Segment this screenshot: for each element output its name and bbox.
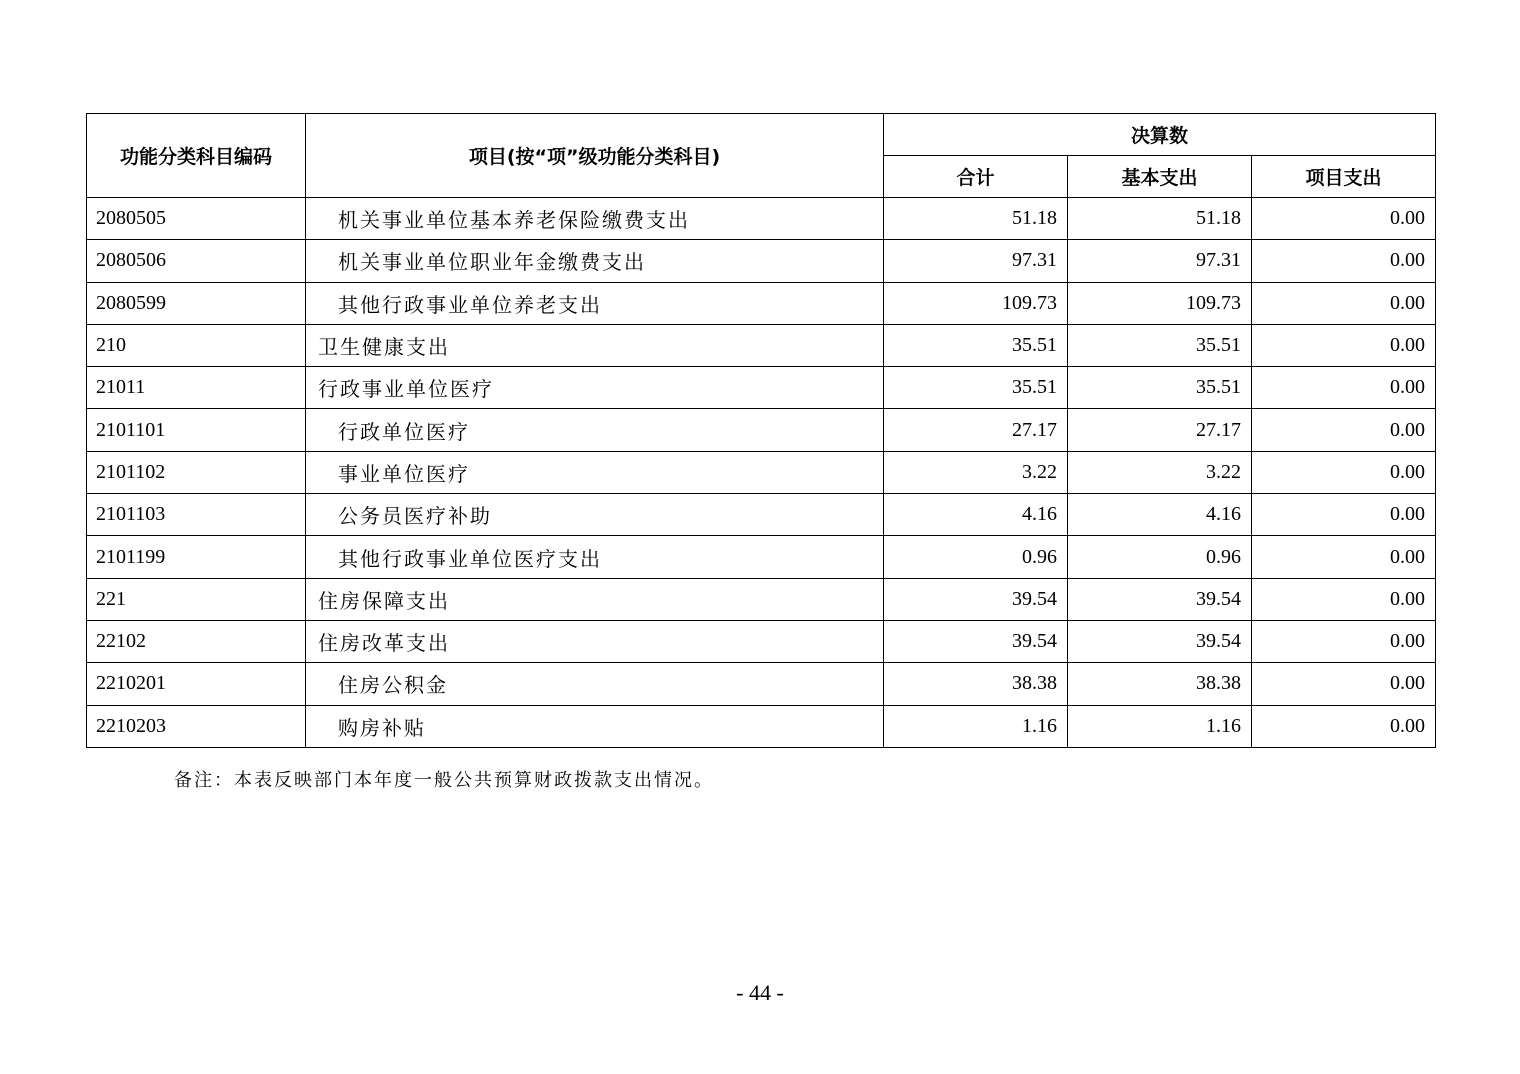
- row-project-expenditure: 0.00: [1252, 367, 1436, 409]
- row-project-expenditure: 0.00: [1252, 494, 1436, 536]
- row-total: 38.38: [884, 663, 1068, 705]
- row-code: 2101101: [87, 409, 306, 451]
- row-project-expenditure: 0.00: [1252, 198, 1436, 240]
- row-project-expenditure: 0.00: [1252, 578, 1436, 620]
- row-basic-expenditure: 27.17: [1068, 409, 1252, 451]
- row-item-name: 住房保障支出: [306, 578, 884, 620]
- row-total: 97.31: [884, 240, 1068, 282]
- row-code: 2080505: [87, 198, 306, 240]
- row-code: 210: [87, 324, 306, 366]
- row-basic-expenditure: 38.38: [1068, 663, 1252, 705]
- row-project-expenditure: 0.00: [1252, 705, 1436, 747]
- row-code: 2210203: [87, 705, 306, 747]
- row-basic-expenditure: 39.54: [1068, 578, 1252, 620]
- table-header: [87, 114, 1436, 198]
- row-code: 2101102: [87, 451, 306, 493]
- table-row: [87, 705, 1436, 747]
- table-row: [87, 663, 1436, 705]
- header-project-expenditure: 项目支出: [1252, 156, 1436, 198]
- row-item-name: 住房改革支出: [306, 620, 884, 662]
- header-basic-expenditure: 基本支出: [1068, 156, 1252, 198]
- row-total: 51.18: [884, 198, 1068, 240]
- row-code: 2101199: [87, 536, 306, 578]
- row-basic-expenditure: 39.54: [1068, 620, 1252, 662]
- header-total: 合计: [884, 156, 1068, 198]
- table-row: [87, 494, 1436, 536]
- row-project-expenditure: 0.00: [1252, 536, 1436, 578]
- row-project-expenditure: 0.00: [1252, 282, 1436, 324]
- row-total: 1.16: [884, 705, 1068, 747]
- row-item-name: 其他行政事业单位医疗支出: [306, 536, 884, 578]
- row-code: 21011: [87, 367, 306, 409]
- row-total: 0.96: [884, 536, 1068, 578]
- row-total: 27.17: [884, 409, 1068, 451]
- row-code: 2080506: [87, 240, 306, 282]
- row-item-name: 机关事业单位基本养老保险缴费支出: [306, 198, 884, 240]
- budget-table: [86, 113, 1436, 748]
- header-row-top: [87, 114, 1436, 156]
- page-number: - 44 -: [736, 980, 784, 1005]
- row-code: 2210201: [87, 663, 306, 705]
- row-basic-expenditure: 97.31: [1068, 240, 1252, 282]
- table-row: [87, 198, 1436, 240]
- table-row: [87, 367, 1436, 409]
- row-project-expenditure: 0.00: [1252, 324, 1436, 366]
- header-item: 项目(按“项”级功能分类科目): [306, 114, 884, 198]
- row-total: 39.54: [884, 620, 1068, 662]
- row-basic-expenditure: 4.16: [1068, 494, 1252, 536]
- row-basic-expenditure: 35.51: [1068, 324, 1252, 366]
- row-total: 4.16: [884, 494, 1068, 536]
- row-item-name: 住房公积金: [306, 663, 884, 705]
- table-row: [87, 451, 1436, 493]
- table-row: [87, 282, 1436, 324]
- row-project-expenditure: 0.00: [1252, 620, 1436, 662]
- row-basic-expenditure: 109.73: [1068, 282, 1252, 324]
- row-total: 39.54: [884, 578, 1068, 620]
- row-item-name: 机关事业单位职业年金缴费支出: [306, 240, 884, 282]
- row-basic-expenditure: 1.16: [1068, 705, 1252, 747]
- table-row: [87, 536, 1436, 578]
- row-item-name: 卫生健康支出: [306, 324, 884, 366]
- table-row: [87, 324, 1436, 366]
- row-item-name: 购房补贴: [306, 705, 884, 747]
- header-code: 功能分类科目编码: [87, 114, 306, 198]
- row-code: 221: [87, 578, 306, 620]
- row-item-name: 行政单位医疗: [306, 409, 884, 451]
- table-body: [87, 198, 1436, 748]
- row-item-name: 行政事业单位医疗: [306, 367, 884, 409]
- row-project-expenditure: 0.00: [1252, 409, 1436, 451]
- row-project-expenditure: 0.00: [1252, 240, 1436, 282]
- row-item-name: 事业单位医疗: [306, 451, 884, 493]
- row-item-name: 公务员医疗补助: [306, 494, 884, 536]
- row-project-expenditure: 0.00: [1252, 663, 1436, 705]
- table-row: [87, 620, 1436, 662]
- row-basic-expenditure: 3.22: [1068, 451, 1252, 493]
- row-basic-expenditure: 35.51: [1068, 367, 1252, 409]
- row-item-name: 其他行政事业单位养老支出: [306, 282, 884, 324]
- row-total: 35.51: [884, 367, 1068, 409]
- row-total: 109.73: [884, 282, 1068, 324]
- table-row: [87, 240, 1436, 282]
- row-basic-expenditure: 51.18: [1068, 198, 1252, 240]
- row-project-expenditure: 0.00: [1252, 451, 1436, 493]
- row-total: 3.22: [884, 451, 1068, 493]
- row-code: 2101103: [87, 494, 306, 536]
- row-code: 22102: [87, 620, 306, 662]
- row-code: 2080599: [87, 282, 306, 324]
- row-total: 35.51: [884, 324, 1068, 366]
- header-final-accounts: 决算数: [884, 114, 1436, 156]
- table-note: 备注：本表反映部门本年度一般公共预算财政拨款支出情况。: [174, 770, 714, 791]
- table-row: [87, 578, 1436, 620]
- table-row: [87, 409, 1436, 451]
- row-basic-expenditure: 0.96: [1068, 536, 1252, 578]
